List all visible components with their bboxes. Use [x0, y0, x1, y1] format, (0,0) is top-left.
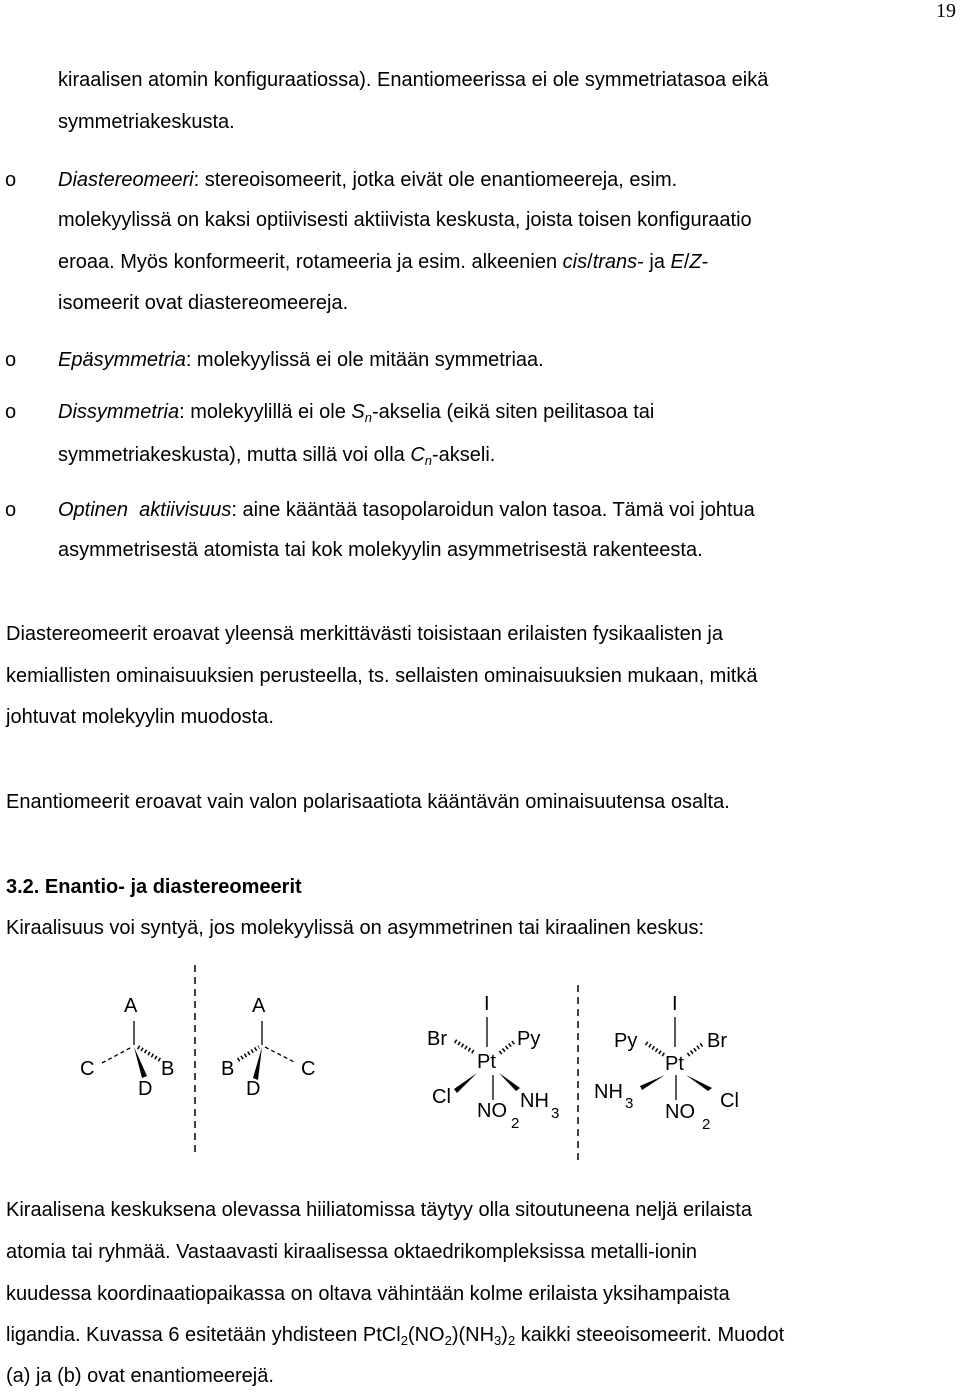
subscript: n: [424, 453, 433, 468]
text: symmetriakeskusta), mutta sillä voi olla: [58, 444, 411, 466]
text: ): [501, 1324, 508, 1346]
atom-label: Pt: [665, 1053, 684, 1075]
atom-label: B: [221, 1058, 235, 1080]
section-heading: 3.2. Enantio- ja diastereomeerit: [6, 876, 302, 898]
term: Z: [689, 251, 702, 273]
atom-label: NO: [665, 1101, 695, 1123]
bond-wedge: [640, 1075, 665, 1090]
text: eroaa. Myös konformeerit, rotameeria ja esim. alkeenien: [58, 251, 563, 273]
paragraph-line: Diastereomeerit eroavat yleensä merkittävästi toisistaan erilaisten fysikaalisten ja: [6, 623, 723, 645]
subscript: 3: [494, 1333, 502, 1348]
page-number: 19: [936, 0, 956, 22]
paragraph-line: molekyylissä on kaksi optiivisesti aktiivista keskusta, joista toisen konfiguraatio: [58, 209, 752, 231]
bond-dashed: [102, 1047, 132, 1063]
atom-label: D: [138, 1078, 153, 1100]
molecule-3: [427, 993, 559, 1132]
paragraph-line: Kiraalisuus voi syntyä, jos molekyylissä on asymmetrinen tai kiraalinen keskus:: [6, 917, 705, 939]
term: trans: [592, 251, 638, 273]
molecule-1: [80, 995, 174, 1100]
text: : stereoisomeerit, jotka eivät ole enantiomeereja, esim.: [193, 169, 678, 191]
text: (NO: [407, 1324, 445, 1346]
subscript: 2: [400, 1333, 408, 1348]
bullet-marker: o: [5, 169, 17, 191]
atom-label: C: [80, 1058, 95, 1080]
text: )(NH: [451, 1324, 495, 1346]
paragraph-line: Kiraalisena keskuksena olevassa hiiliatomissa täytyy olla sitoutuneena neljä erilaista: [6, 1199, 752, 1221]
bullet-marker: o: [5, 401, 17, 423]
paragraph-line: kuudessa koordinaatiopaikassa on oltava vähintään kolme erilaista yksihampaista: [6, 1283, 730, 1305]
atom-label: B: [161, 1058, 175, 1080]
paragraph-line: atomia tai ryhmää. Vastaavasti kiraalisessa oktaedrikompleksissa metalli-ionin: [6, 1241, 698, 1263]
bond-wedge: [686, 1075, 712, 1091]
text: : aine kääntää tasopolaroidun valon tasoa. Tämä voi johtua: [231, 499, 755, 521]
atom-label: I: [672, 993, 678, 1015]
bond-hashed: [646, 1043, 664, 1055]
atom-label: Br: [707, 1030, 727, 1052]
bullet-dissymmetria: [58, 400, 654, 424]
bond-hashed: [688, 1043, 704, 1055]
bond-hashed: [455, 1041, 475, 1053]
atom-label: NH: [594, 1081, 623, 1103]
subscript: 2: [702, 1116, 711, 1133]
text: -: [701, 251, 709, 273]
atom-label: Pt: [477, 1051, 496, 1073]
term: Dissymmetria: [58, 401, 180, 423]
bullet-diastereomeeri: [58, 168, 677, 192]
term: cis: [562, 251, 588, 273]
bond-hashed: [500, 1041, 515, 1053]
subscript: 3: [551, 1105, 560, 1122]
atom-label: D: [246, 1078, 261, 1100]
stereoisomer-figure: [0, 955, 960, 1175]
paragraph-line: isomeerit ovat diastereomeereja.: [58, 292, 349, 314]
atom-label: I: [484, 993, 490, 1015]
paragraph-line: symmetriakeskusta.: [58, 111, 235, 133]
paragraph-line: [58, 250, 708, 274]
paragraph-line: kemiallisten ominaisuuksien perusteella, ts. sellaisten ominaisuuksien mukaan, mitkä: [6, 665, 758, 687]
symbol: C: [410, 444, 425, 466]
text: ligandia. Kuvassa 6 esitetään yhdisteen PtCl: [6, 1324, 401, 1346]
text: -akselia (eikä siten peilitasoa tai: [372, 401, 655, 423]
bullet-marker: o: [5, 499, 17, 521]
term: Diastereomeeri: [58, 169, 194, 191]
atom-label: NO: [477, 1100, 507, 1122]
subscript: 2: [444, 1333, 452, 1348]
atom-label: Br: [427, 1028, 447, 1050]
atom-label: Cl: [720, 1090, 739, 1112]
atom-label: A: [252, 995, 266, 1017]
subscript: n: [364, 410, 372, 425]
text: : molekyylissä ei ole mitään symmetriaa.: [185, 349, 544, 371]
paragraph-line: (a) ja (b) ovat enantiomeerejä.: [6, 1365, 274, 1387]
text: - ja: [637, 251, 671, 273]
atom-label: Py: [517, 1028, 541, 1050]
atom-label: Py: [614, 1030, 638, 1052]
text: : molekyylillä ei ole: [179, 401, 352, 423]
bullet-marker: o: [5, 349, 17, 371]
paragraph-line: johtuvat molekyylin muodosta.: [6, 706, 274, 728]
bond-dashed: [265, 1047, 296, 1063]
subscript: 3: [625, 1095, 634, 1112]
subscript: 2: [511, 1115, 520, 1132]
text: -akseli.: [432, 444, 496, 466]
symbol: S: [351, 401, 365, 423]
atom-label: NH: [520, 1090, 549, 1112]
subscript: 2: [507, 1333, 516, 1348]
bullet-epasymmetria: [58, 348, 544, 372]
bond-wedge: [253, 1047, 262, 1080]
term: E: [670, 251, 684, 273]
atom-label: Cl: [432, 1086, 451, 1108]
paragraph-line: [6, 1323, 784, 1347]
atom-label: A: [124, 995, 138, 1017]
bullet-optinen: [58, 498, 755, 522]
paragraph-line: Enantiomeerit eroavat vain valon polarisaatiota kääntävän ominaisuutensa osalta.: [6, 791, 730, 813]
text: /: [587, 251, 593, 273]
bond-hashed: [238, 1047, 259, 1060]
bond-wedge: [454, 1073, 477, 1093]
term: Optinen aktiivisuus: [58, 499, 232, 521]
text: kaikki steeoisomeerit. Muodot: [515, 1324, 785, 1346]
bond-hashed: [138, 1047, 160, 1060]
paragraph-line: kiraalisen atomin konfiguraatiossa). Enantiomeerissa ei ole symmetriatasoa eikä: [58, 69, 769, 91]
molecule-4: [594, 993, 739, 1133]
molecule-2: [221, 995, 315, 1100]
bond-wedge: [499, 1073, 520, 1091]
paragraph-line: [58, 443, 495, 467]
paragraph-line: asymmetrisestä atomista tai kok molekyylin asymmetrisestä rakenteesta.: [58, 539, 703, 561]
term: Epäsymmetria: [58, 349, 186, 371]
text: /: [683, 251, 690, 273]
atom-label: C: [301, 1058, 316, 1080]
